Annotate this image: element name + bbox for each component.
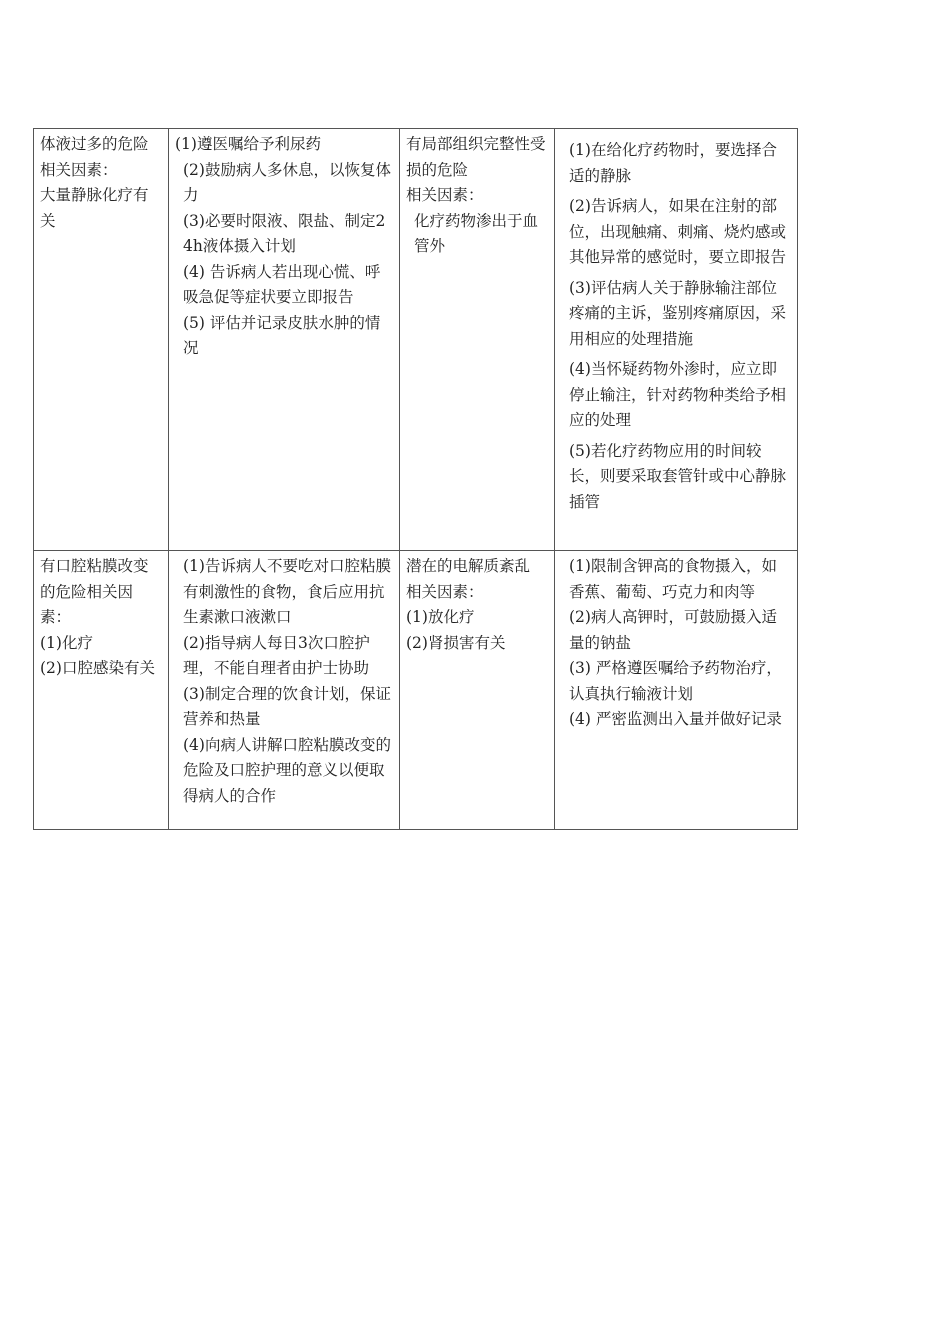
measure-item: (5)若化疗药物应用的时间较长，则要采取套管针或中心静脉插管 xyxy=(569,441,787,511)
diagnosis-cell xyxy=(34,129,169,551)
measure-item: (3)必要时限液、限盐、制定24h液体摄入计划 xyxy=(183,211,386,255)
diagnosis-text: (2)口腔感染有关 xyxy=(40,659,155,677)
diagnosis-cell xyxy=(400,129,555,551)
table-row xyxy=(34,129,798,551)
measure-item: (3)评估病人关于静脉输注部位疼痛的主诉，鉴别疼痛原因，采用相应的处理措施 xyxy=(569,278,787,348)
measure-item: (5) 评估并记录皮肤水肿的情况 xyxy=(183,313,381,357)
diagnosis-text: (2)肾损害有关 xyxy=(406,633,506,652)
diagnosis-text: 相关因素： xyxy=(406,186,484,204)
measure-item: (4)向病人讲解口腔粘膜改变的危险及口腔护理的意义以便取得病人的合作 xyxy=(183,735,391,805)
nursing-plan-table xyxy=(33,128,798,830)
measures-cell xyxy=(169,551,400,830)
diagnosis-text: 大量静脉化疗有关 xyxy=(40,186,149,230)
measures-cell xyxy=(169,129,400,551)
diagnosis-text: 潜在的电解质紊乱 xyxy=(406,557,531,575)
measure-item: (1)告诉病人不要吃对口腔粘膜有刺激性的食物，食后应用抗生素漱口液漱口 xyxy=(183,557,391,626)
diagnosis-text: 体液过多的危险相关因素： xyxy=(40,135,149,179)
measure-item: (2)指导病人每日3次口腔护理，不能自理者由护士协助 xyxy=(183,633,370,677)
measure-item: (4)当怀疑药物外渗时，应立即停止输注，针对药物种类给予相应的处理 xyxy=(569,360,787,429)
measures-cell xyxy=(555,129,798,551)
measure-item: (4) 严密监测出入量并做好记录 xyxy=(569,710,782,728)
diagnosis-text: (1)化疗 xyxy=(40,633,93,652)
table-row xyxy=(34,551,798,830)
diagnosis-text: (1)放化疗 xyxy=(406,608,475,626)
measure-item: (3)制定合理的饮食计划，保证营养和热量 xyxy=(183,684,391,728)
measure-item: (1)遵医嘱给予利尿药 xyxy=(175,135,321,153)
diagnosis-text: 化疗药物渗出于血管外 xyxy=(414,211,539,255)
measure-item: (2)鼓励病人多休息，以恢复体力 xyxy=(183,160,391,204)
measure-item: (1)限制含钾高的食物摄入，如香蕉、葡萄、巧克力和肉等 xyxy=(569,557,777,601)
measures-cell xyxy=(555,551,798,830)
measure-item: (1)在给化疗药物时，要选择合适的静脉 xyxy=(569,141,777,185)
measure-item: (2)病人高钾时，可鼓励摄入适量的钠盐 xyxy=(569,608,777,652)
diagnosis-cell xyxy=(400,551,555,830)
diagnosis-cell xyxy=(34,551,169,830)
diagnosis-text: 有口腔粘膜改变的危险相关因素： xyxy=(40,557,149,626)
measure-item: (4) 告诉病人若出现心慌、呼吸急促等症状要立即报告 xyxy=(183,262,381,306)
diagnosis-text: 相关因素： xyxy=(406,582,484,601)
measure-item: (3) 严格遵医嘱给予药物治疗，认真执行输液计划 xyxy=(569,659,782,703)
diagnosis-text: 有局部组织完整性受损的危险 xyxy=(406,135,546,179)
measure-item: (2)告诉病人，如果在注射的部位，出现触痛、刺痛、烧灼感或其他异常的感觉时，要立即报告 xyxy=(569,197,787,266)
